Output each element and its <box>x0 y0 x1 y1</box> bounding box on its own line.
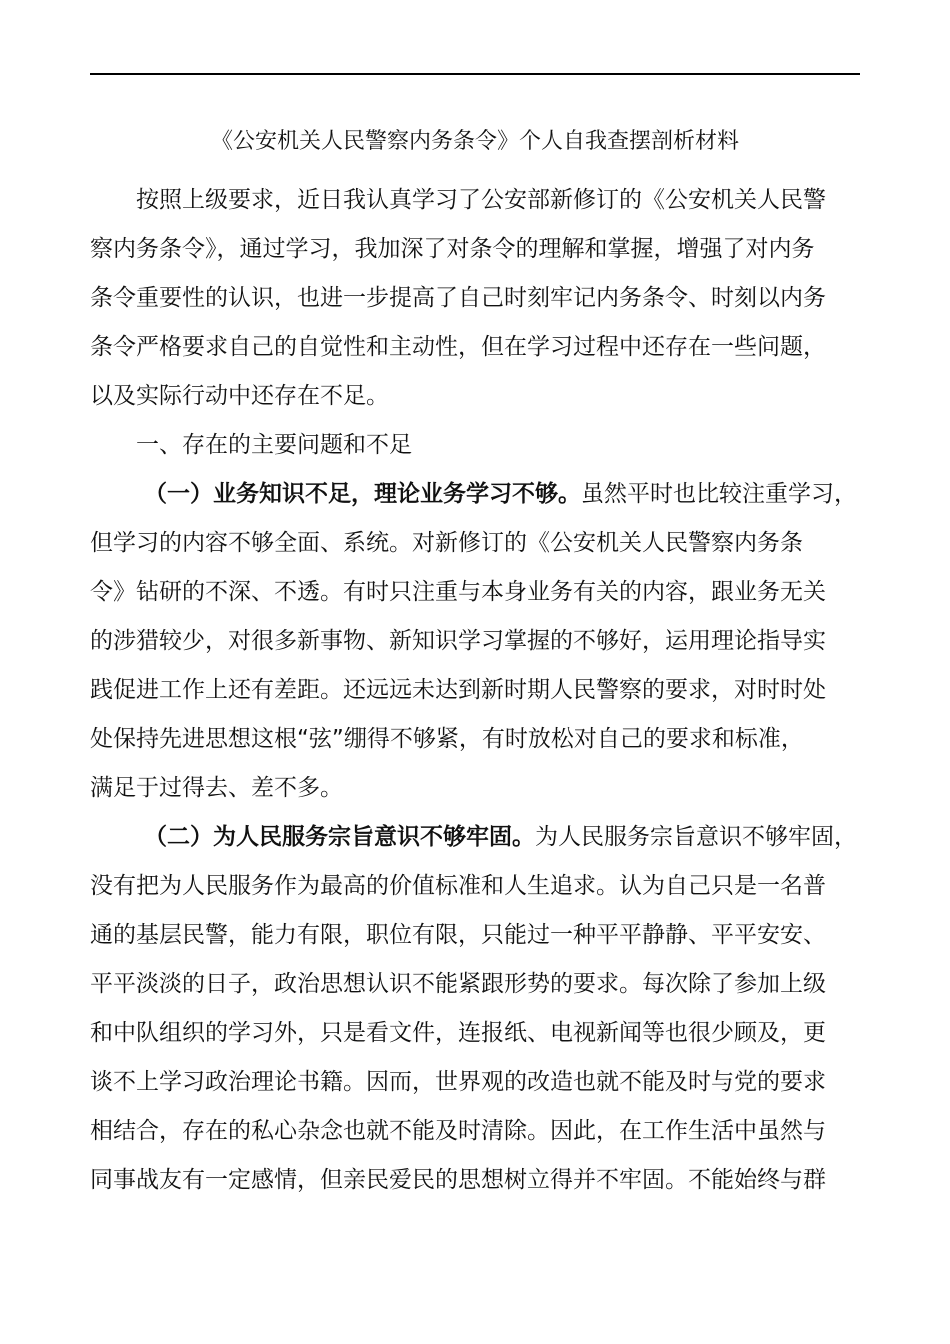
item-1-text: 虽然平时也比较注重学习， <box>581 481 857 507</box>
paragraph-line: 按照上级要求，近日我认真学习了公安部新修订的《公安机关人民警 <box>136 187 826 213</box>
paragraph-line: 通的基层民警，能力有限，职位有限，只能过一种平平静静、平平安安、 <box>90 922 826 948</box>
paragraph-line <box>90 813 870 862</box>
paragraph-line: 相结合，存在的私心杂念也就不能及时清除。因此，在工作生活中虽然与 <box>90 1118 826 1144</box>
document-title: 《公安机关人民警察内务条令》个人自我查摆剖析材料 <box>210 129 739 154</box>
header-rule <box>90 73 860 75</box>
item-2-paragraph <box>90 813 870 1205</box>
paragraph-line: 的涉猎较少，对很多新事物、新知识学习掌握的不够好，运用理论指导实 <box>90 628 826 654</box>
section-heading: 一、存在的主要问题和不足 <box>136 432 412 458</box>
paragraph-line: 处保持先进思想这根“弦”绷得不够紧，有时放松对自己的要求和标准， <box>90 726 804 752</box>
paragraph-line: 满足于过得去、差不多。 <box>90 775 343 801</box>
paragraph-line: 但学习的内容不够全面、系统。对新修订的《公安机关人民警察内务条 <box>90 530 803 556</box>
paragraph-line: 谈不上学习政治理论书籍。因而，世界观的改造也就不能及时与党的要求 <box>90 1069 826 1095</box>
paragraph-line: 条令严格要求自己的自觉性和主动性，但在学习过程中还存在一些问题， <box>90 334 826 360</box>
paragraph-line: 以及实际行动中还存在不足。 <box>90 383 389 409</box>
item-1-heading: （一）业务知识不足，理论业务学习不够。 <box>144 481 581 507</box>
document-body <box>90 176 870 1205</box>
paragraph-line: 平平淡淡的日子，政治思想认识不能紧跟形势的要求。每次除了参加上级 <box>90 971 826 997</box>
paragraph-line: 令》钻研的不深、不透。有时只注重与本身业务有关的内容，跟业务无关 <box>90 579 826 605</box>
intro-paragraph <box>90 176 870 421</box>
paragraph-line: 践促进工作上还有差距。还远远未达到新时期人民警察的要求，对时时处 <box>90 677 826 703</box>
paragraph-line: 和中队组织的学习外，只是看文件，连报纸、电视新闻等也很少顾及，更 <box>90 1020 826 1046</box>
paragraph-line: 同事战友有一定感情，但亲民爱民的思想树立得并不牢固。不能始终与群 <box>90 1167 826 1193</box>
paragraph-line <box>90 470 870 519</box>
paragraph-line: 条令重要性的认识，也进一步提高了自己时刻牢记内务条令、时刻以内务 <box>90 285 826 311</box>
item-2-text: 为人民服务宗旨意识不够牢固， <box>535 824 857 850</box>
item-1-paragraph <box>90 470 870 813</box>
item-2-heading: （二）为人民服务宗旨意识不够牢固。 <box>144 824 535 850</box>
paragraph-line: 察内务条令》，通过学习，我加深了对条令的理解和掌握，增强了对内务 <box>90 236 815 262</box>
paragraph-line: 没有把为人民服务作为最高的价值标准和人生追求。认为自己只是一名普 <box>90 873 826 899</box>
